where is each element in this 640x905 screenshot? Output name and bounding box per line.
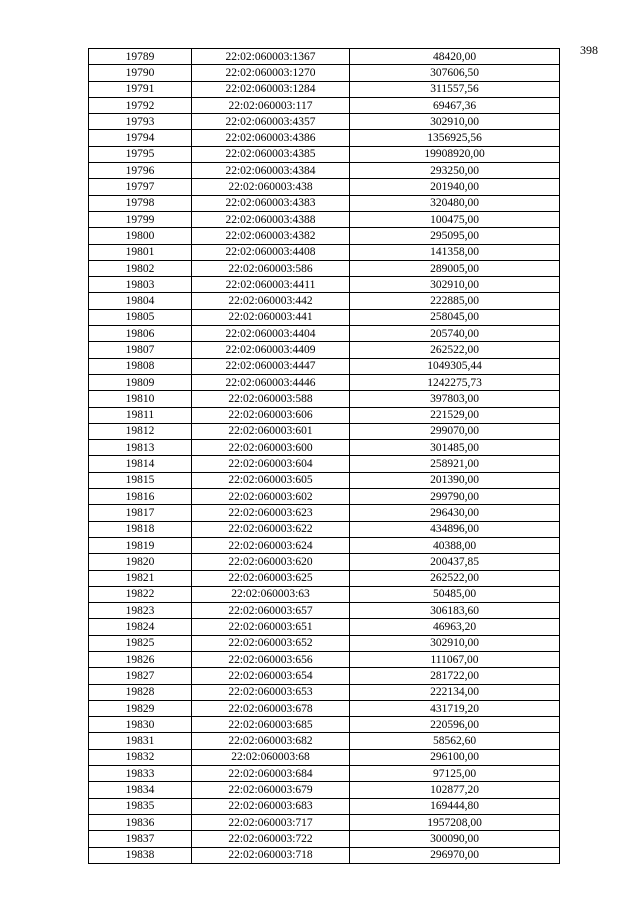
cadastral-value-cell: 431719,20 bbox=[350, 700, 560, 716]
cadastral-value-cell: 220596,00 bbox=[350, 717, 560, 733]
table-row bbox=[89, 342, 560, 358]
cadastral-number-cell: 22:02:060003:685 bbox=[192, 717, 350, 733]
table-row bbox=[89, 130, 560, 146]
table-row bbox=[89, 733, 560, 749]
cadastral-value-cell: 300090,00 bbox=[350, 831, 560, 847]
cadastral-value-cell: 48420,00 bbox=[350, 49, 560, 65]
table-row bbox=[89, 537, 560, 553]
row-number-cell: 19792 bbox=[89, 97, 192, 113]
cadastral-number-cell: 22:02:060003:1367 bbox=[192, 49, 350, 65]
row-number-cell: 19815 bbox=[89, 472, 192, 488]
cadastral-number-cell: 22:02:060003:68 bbox=[192, 749, 350, 765]
cadastral-value-cell: 281722,00 bbox=[350, 668, 560, 684]
cadastral-number-cell: 22:02:060003:606 bbox=[192, 407, 350, 423]
cadastral-number-cell: 22:02:060003:722 bbox=[192, 831, 350, 847]
table-row bbox=[89, 766, 560, 782]
row-number-cell: 19800 bbox=[89, 228, 192, 244]
cadastral-value-cell: 289005,00 bbox=[350, 260, 560, 276]
cadastral-number-cell: 22:02:060003:1284 bbox=[192, 81, 350, 97]
cadastral-number-cell: 22:02:060003:601 bbox=[192, 423, 350, 439]
row-number-cell: 19820 bbox=[89, 554, 192, 570]
cadastral-value-cell: 302910,00 bbox=[350, 277, 560, 293]
row-number-cell: 19823 bbox=[89, 603, 192, 619]
cadastral-value-cell: 200437,85 bbox=[350, 554, 560, 570]
row-number-cell: 19817 bbox=[89, 505, 192, 521]
cadastral-number-cell: 22:02:060003:653 bbox=[192, 684, 350, 700]
table-row bbox=[89, 65, 560, 81]
cadastral-number-cell: 22:02:060003:604 bbox=[192, 456, 350, 472]
row-number-cell: 19789 bbox=[89, 49, 192, 65]
cadastral-number-cell: 22:02:060003:600 bbox=[192, 440, 350, 456]
row-number-cell: 19796 bbox=[89, 163, 192, 179]
cadastral-value-cell: 299070,00 bbox=[350, 423, 560, 439]
cadastral-number-cell: 22:02:060003:117 bbox=[192, 97, 350, 113]
cadastral-value-cell: 222885,00 bbox=[350, 293, 560, 309]
cadastral-number-cell: 22:02:060003:683 bbox=[192, 798, 350, 814]
table-row bbox=[89, 407, 560, 423]
cadastral-number-cell: 22:02:060003:4382 bbox=[192, 228, 350, 244]
row-number-cell: 19830 bbox=[89, 717, 192, 733]
row-number-cell: 19801 bbox=[89, 244, 192, 260]
cadastral-value-cell: 205740,00 bbox=[350, 326, 560, 342]
cadastral-number-cell: 22:02:060003:442 bbox=[192, 293, 350, 309]
cadastral-number-cell: 22:02:060003:588 bbox=[192, 391, 350, 407]
cadastral-value-cell: 258045,00 bbox=[350, 309, 560, 325]
table-row bbox=[89, 586, 560, 602]
cadastral-value-cell: 141358,00 bbox=[350, 244, 560, 260]
row-number-cell: 19819 bbox=[89, 537, 192, 553]
row-number-cell: 19837 bbox=[89, 831, 192, 847]
cadastral-number-cell: 22:02:060003:684 bbox=[192, 766, 350, 782]
cadastral-number-cell: 22:02:060003:679 bbox=[192, 782, 350, 798]
table-row bbox=[89, 717, 560, 733]
table-row bbox=[89, 749, 560, 765]
cadastral-value-cell: 434896,00 bbox=[350, 521, 560, 537]
cadastral-value-cell: 58562,60 bbox=[350, 733, 560, 749]
table-row bbox=[89, 114, 560, 130]
cadastral-number-cell: 22:02:060003:4404 bbox=[192, 326, 350, 342]
cadastral-value-cell: 1049305,44 bbox=[350, 358, 560, 374]
table-row bbox=[89, 358, 560, 374]
table-row bbox=[89, 472, 560, 488]
cadastral-number-cell: 22:02:060003:4446 bbox=[192, 374, 350, 390]
row-number-cell: 19832 bbox=[89, 749, 192, 765]
cadastral-number-cell: 22:02:060003:602 bbox=[192, 489, 350, 505]
table-row bbox=[89, 277, 560, 293]
table-row bbox=[89, 195, 560, 211]
row-number-cell: 19802 bbox=[89, 260, 192, 276]
table-row bbox=[89, 814, 560, 830]
cadastral-value-cell: 301485,00 bbox=[350, 440, 560, 456]
row-number-cell: 19805 bbox=[89, 309, 192, 325]
table-body bbox=[89, 49, 560, 864]
table-row bbox=[89, 440, 560, 456]
table-row bbox=[89, 782, 560, 798]
cadastral-number-cell: 22:02:060003:625 bbox=[192, 570, 350, 586]
cadastral-number-cell: 22:02:060003:657 bbox=[192, 603, 350, 619]
table-row bbox=[89, 456, 560, 472]
cadastral-value-cell: 50485,00 bbox=[350, 586, 560, 602]
row-number-cell: 19799 bbox=[89, 211, 192, 227]
cadastral-value-cell: 397803,00 bbox=[350, 391, 560, 407]
row-number-cell: 19828 bbox=[89, 684, 192, 700]
table-row bbox=[89, 146, 560, 162]
cadastral-value-cell: 299790,00 bbox=[350, 489, 560, 505]
table-row bbox=[89, 505, 560, 521]
cadastral-value-cell: 262522,00 bbox=[350, 342, 560, 358]
row-number-cell: 19804 bbox=[89, 293, 192, 309]
page-number: 398 bbox=[580, 43, 598, 57]
row-number-cell: 19807 bbox=[89, 342, 192, 358]
table-row bbox=[89, 798, 560, 814]
table-row bbox=[89, 228, 560, 244]
cadastral-value-cell: 296970,00 bbox=[350, 847, 560, 863]
table-row bbox=[89, 309, 560, 325]
cadastral-number-cell: 22:02:060003:63 bbox=[192, 586, 350, 602]
row-number-cell: 19814 bbox=[89, 456, 192, 472]
row-number-cell: 19838 bbox=[89, 847, 192, 863]
cadastral-number-cell: 22:02:060003:718 bbox=[192, 847, 350, 863]
table-row bbox=[89, 684, 560, 700]
table-row bbox=[89, 326, 560, 342]
cadastral-value-cell: 201940,00 bbox=[350, 179, 560, 195]
row-number-cell: 19831 bbox=[89, 733, 192, 749]
cadastral-value-cell: 222134,00 bbox=[350, 684, 560, 700]
cadastral-number-cell: 22:02:060003:651 bbox=[192, 619, 350, 635]
row-number-cell: 19791 bbox=[89, 81, 192, 97]
cadastral-number-cell: 22:02:060003:4388 bbox=[192, 211, 350, 227]
cadastral-value-cell: 97125,00 bbox=[350, 766, 560, 782]
cadastral-number-cell: 22:02:060003:586 bbox=[192, 260, 350, 276]
cadastral-number-cell: 22:02:060003:622 bbox=[192, 521, 350, 537]
table-row bbox=[89, 668, 560, 684]
cadastral-number-cell: 22:02:060003:682 bbox=[192, 733, 350, 749]
table-row bbox=[89, 847, 560, 863]
cadastral-value-cell: 262522,00 bbox=[350, 570, 560, 586]
row-number-cell: 19826 bbox=[89, 651, 192, 667]
cadastral-value-cell: 19908920,00 bbox=[350, 146, 560, 162]
cadastral-number-cell: 22:02:060003:4386 bbox=[192, 130, 350, 146]
row-number-cell: 19803 bbox=[89, 277, 192, 293]
cadastral-number-cell: 22:02:060003:654 bbox=[192, 668, 350, 684]
row-number-cell: 19816 bbox=[89, 489, 192, 505]
table-row bbox=[89, 49, 560, 65]
table-row bbox=[89, 635, 560, 651]
cadastral-value-cell: 169444,80 bbox=[350, 798, 560, 814]
row-number-cell: 19790 bbox=[89, 65, 192, 81]
row-number-cell: 19793 bbox=[89, 114, 192, 130]
table-row bbox=[89, 651, 560, 667]
cadastral-number-cell: 22:02:060003:441 bbox=[192, 309, 350, 325]
row-number-cell: 19795 bbox=[89, 146, 192, 162]
row-number-cell: 19825 bbox=[89, 635, 192, 651]
table-row bbox=[89, 211, 560, 227]
row-number-cell: 19836 bbox=[89, 814, 192, 830]
table-row bbox=[89, 489, 560, 505]
table-row bbox=[89, 603, 560, 619]
row-number-cell: 19809 bbox=[89, 374, 192, 390]
cadastral-value-cell: 69467,36 bbox=[350, 97, 560, 113]
table-row bbox=[89, 831, 560, 847]
row-number-cell: 19834 bbox=[89, 782, 192, 798]
cadastral-number-cell: 22:02:060003:1270 bbox=[192, 65, 350, 81]
cadastral-number-cell: 22:02:060003:620 bbox=[192, 554, 350, 570]
table-row bbox=[89, 260, 560, 276]
table-row bbox=[89, 521, 560, 537]
cadastral-value-cell: 100475,00 bbox=[350, 211, 560, 227]
row-number-cell: 19833 bbox=[89, 766, 192, 782]
table-row bbox=[89, 374, 560, 390]
table-row bbox=[89, 423, 560, 439]
cadastral-value-cell: 1957208,00 bbox=[350, 814, 560, 830]
cadastral-number-cell: 22:02:060003:4408 bbox=[192, 244, 350, 260]
cadastral-value-cell: 102877,20 bbox=[350, 782, 560, 798]
cadastral-value-cell: 296100,00 bbox=[350, 749, 560, 765]
table-row bbox=[89, 293, 560, 309]
cadastral-value-cell: 307606,50 bbox=[350, 65, 560, 81]
cadastral-value-cell: 1242275,73 bbox=[350, 374, 560, 390]
cadastral-value-cell: 302910,00 bbox=[350, 114, 560, 130]
row-number-cell: 19824 bbox=[89, 619, 192, 635]
cadastral-value-cell: 111067,00 bbox=[350, 651, 560, 667]
row-number-cell: 19829 bbox=[89, 700, 192, 716]
row-number-cell: 19818 bbox=[89, 521, 192, 537]
row-number-cell: 19808 bbox=[89, 358, 192, 374]
row-number-cell: 19810 bbox=[89, 391, 192, 407]
cadastral-number-cell: 22:02:060003:4384 bbox=[192, 163, 350, 179]
row-number-cell: 19806 bbox=[89, 326, 192, 342]
table-row bbox=[89, 554, 560, 570]
row-number-cell: 19813 bbox=[89, 440, 192, 456]
cadastral-number-cell: 22:02:060003:605 bbox=[192, 472, 350, 488]
cadastral-number-cell: 22:02:060003:4383 bbox=[192, 195, 350, 211]
cadastral-value-cell: 311557,56 bbox=[350, 81, 560, 97]
cadastral-number-cell: 22:02:060003:4447 bbox=[192, 358, 350, 374]
table-row bbox=[89, 391, 560, 407]
cadastral-number-cell: 22:02:060003:4357 bbox=[192, 114, 350, 130]
cadastral-number-cell: 22:02:060003:4411 bbox=[192, 277, 350, 293]
table-row bbox=[89, 179, 560, 195]
cadastral-number-cell: 22:02:060003:438 bbox=[192, 179, 350, 195]
cadastral-number-cell: 22:02:060003:652 bbox=[192, 635, 350, 651]
cadastral-value-cell: 40388,00 bbox=[350, 537, 560, 553]
table-row bbox=[89, 619, 560, 635]
cadastral-value-cell: 46963,20 bbox=[350, 619, 560, 635]
cadastral-value-cell: 258921,00 bbox=[350, 456, 560, 472]
cadastral-value-cell: 221529,00 bbox=[350, 407, 560, 423]
cadastral-value-cell: 293250,00 bbox=[350, 163, 560, 179]
row-number-cell: 19822 bbox=[89, 586, 192, 602]
cadastral-number-cell: 22:02:060003:4409 bbox=[192, 342, 350, 358]
cadastral-number-cell: 22:02:060003:623 bbox=[192, 505, 350, 521]
row-number-cell: 19827 bbox=[89, 668, 192, 684]
table-row bbox=[89, 163, 560, 179]
row-number-cell: 19811 bbox=[89, 407, 192, 423]
table-row bbox=[89, 700, 560, 716]
cadastral-value-cell: 302910,00 bbox=[350, 635, 560, 651]
row-number-cell: 19821 bbox=[89, 570, 192, 586]
row-number-cell: 19835 bbox=[89, 798, 192, 814]
cadastral-value-cell: 296430,00 bbox=[350, 505, 560, 521]
cadastral-number-cell: 22:02:060003:624 bbox=[192, 537, 350, 553]
cadastral-value-cell: 295095,00 bbox=[350, 228, 560, 244]
cadastral-number-cell: 22:02:060003:656 bbox=[192, 651, 350, 667]
row-number-cell: 19797 bbox=[89, 179, 192, 195]
cadastral-value-cell: 1356925,56 bbox=[350, 130, 560, 146]
cadastral-value-cell: 201390,00 bbox=[350, 472, 560, 488]
cadastral-value-table bbox=[88, 48, 560, 864]
cadastral-number-cell: 22:02:060003:678 bbox=[192, 700, 350, 716]
row-number-cell: 19794 bbox=[89, 130, 192, 146]
row-number-cell: 19798 bbox=[89, 195, 192, 211]
cadastral-number-cell: 22:02:060003:717 bbox=[192, 814, 350, 830]
row-number-cell: 19812 bbox=[89, 423, 192, 439]
cadastral-value-cell: 320480,00 bbox=[350, 195, 560, 211]
table-row bbox=[89, 97, 560, 113]
table-row bbox=[89, 244, 560, 260]
table-row bbox=[89, 570, 560, 586]
cadastral-value-cell: 306183,60 bbox=[350, 603, 560, 619]
table-row bbox=[89, 81, 560, 97]
cadastral-number-cell: 22:02:060003:4385 bbox=[192, 146, 350, 162]
